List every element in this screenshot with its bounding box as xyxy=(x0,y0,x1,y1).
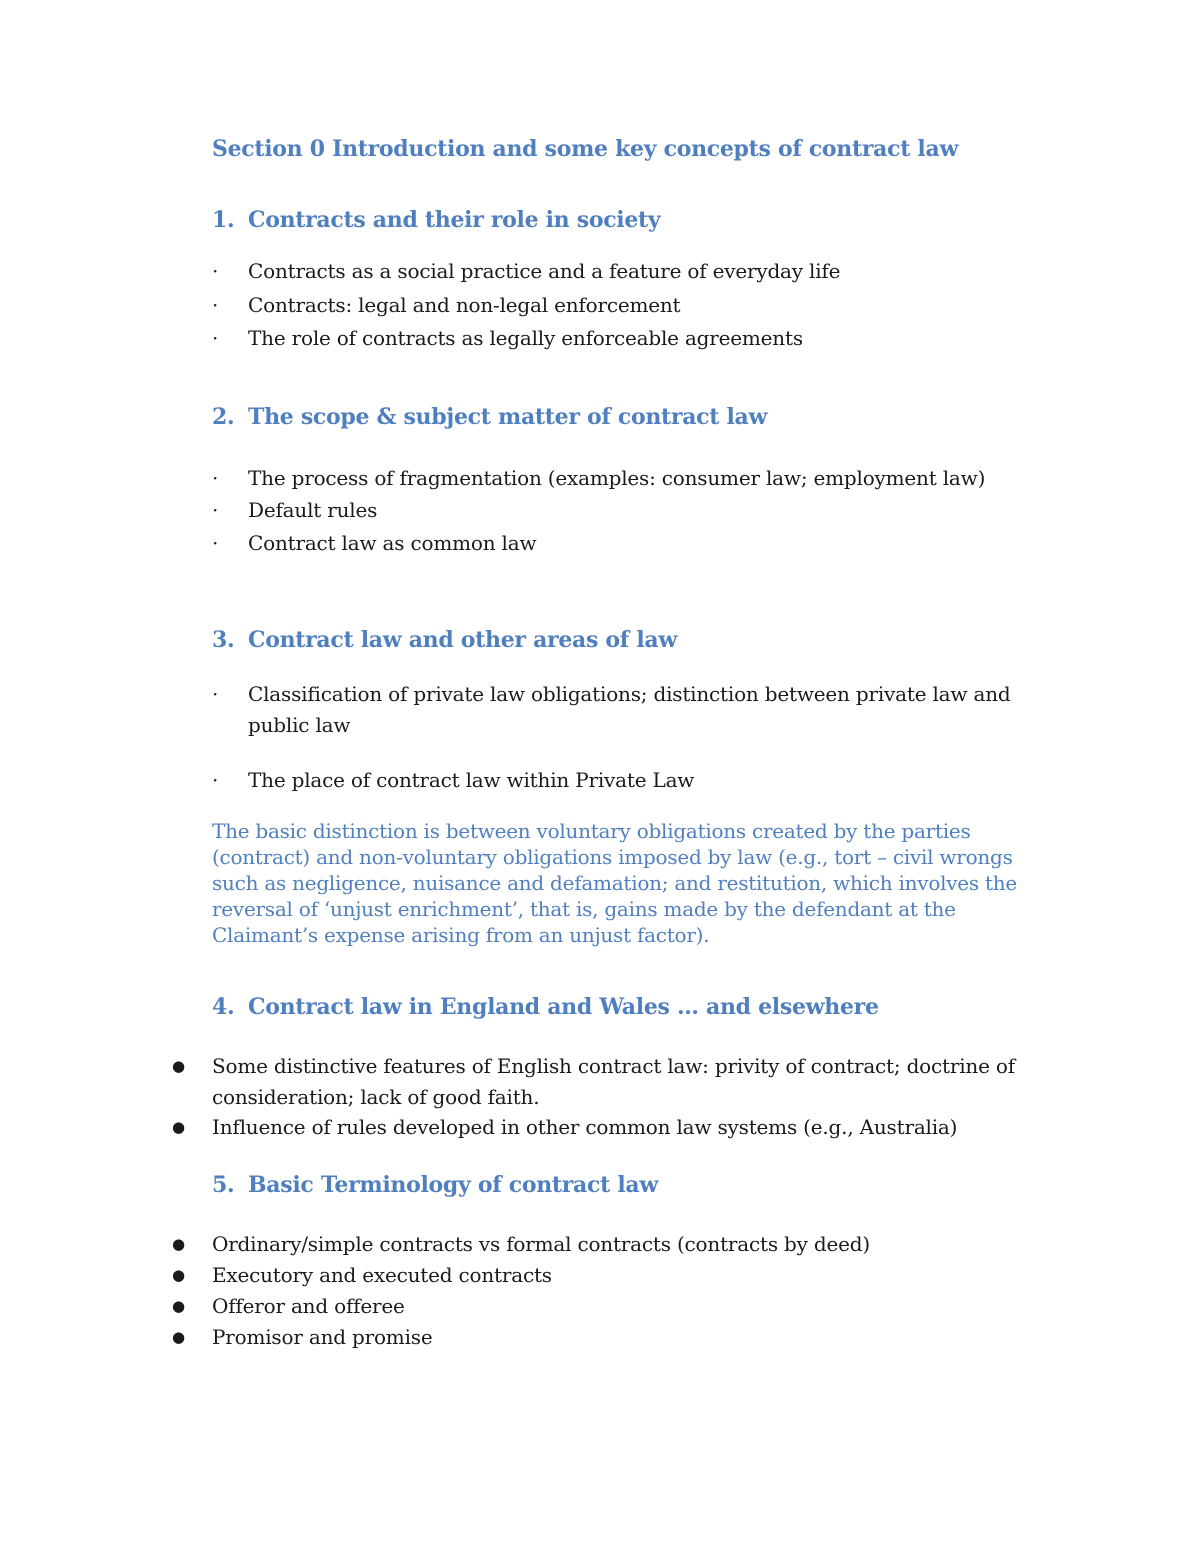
document-title: Section 0 Introduction and some key concepts of contract law xyxy=(212,136,959,162)
bullet-disc-icon: ● xyxy=(172,1328,185,1346)
list-item-text: Classification of private law obligations; distinction between private law and public law xyxy=(248,682,1011,737)
section-number: 4. xyxy=(212,994,235,1020)
section-heading-text: Contracts and their role in society xyxy=(248,207,661,233)
bullet-dot-icon: · xyxy=(212,293,219,317)
list-item-text: Contracts: legal and non-legal enforcement xyxy=(248,293,681,317)
section-heading-2 xyxy=(212,404,767,430)
bullet-dot-icon: · xyxy=(212,259,219,283)
bullet-dot-icon: · xyxy=(212,531,219,555)
section-heading-1 xyxy=(212,207,660,233)
list-item xyxy=(212,495,1048,526)
list-item-text: Offeror and offeree xyxy=(212,1294,405,1318)
bullet-disc-icon: ● xyxy=(172,1235,185,1253)
list-item-text: Contracts as a social practice and a feature of everyday life xyxy=(248,259,841,283)
section-heading-5 xyxy=(212,1172,658,1198)
list-item xyxy=(172,1260,1052,1291)
section-number: 3. xyxy=(212,627,235,653)
section-heading-text: The scope & subject matter of contract law xyxy=(248,404,768,430)
bullet-disc-icon: ● xyxy=(172,1266,185,1284)
section-heading-text: Contract law in England and Wales … and elsewhere xyxy=(248,994,879,1020)
explanatory-note: The basic distinction is between voluntary obligations created by the parties (contract) and non-voluntary obligations imposed by law (e.g., tort – civil wrongs such as negligence, nuisance and defamation; and restitution, which involves the reversal of ‘unjust enrichment’, that is, gains made by the defendant at the Claimant’s expense arising from an unjust factor). xyxy=(212,819,1018,947)
bullet-dot-icon: · xyxy=(212,466,219,490)
list-item-text: Ordinary/simple contracts vs formal contracts (contracts by deed) xyxy=(212,1232,870,1256)
list-item xyxy=(212,323,1048,354)
list-item xyxy=(172,1051,1052,1113)
bullet-disc-icon: ● xyxy=(172,1118,185,1136)
bullet-dot-icon: · xyxy=(212,498,219,522)
list-item-text: Some distinctive features of English contract law: privity of contract; doctrine of consideration; lack of good faith. xyxy=(212,1054,1015,1109)
bullet-dot-icon: · xyxy=(212,768,219,792)
list-item-text: Executory and executed contracts xyxy=(212,1263,552,1287)
section-heading-3 xyxy=(212,627,677,653)
bullet-disc-icon: ● xyxy=(172,1297,185,1315)
list-item xyxy=(212,679,1048,741)
list-item xyxy=(212,765,1048,796)
bullet-dot-icon: · xyxy=(212,326,219,350)
list-item-text: The role of contracts as legally enforceable agreements xyxy=(248,326,803,350)
list-item-text: The place of contract law within Private Law xyxy=(248,768,695,792)
section-heading-text: Basic Terminology of contract law xyxy=(248,1172,658,1198)
list-item-text: Promisor and promise xyxy=(212,1325,433,1349)
section-heading-text: Contract law and other areas of law xyxy=(248,627,677,653)
list-item xyxy=(212,256,1048,287)
list-item xyxy=(172,1229,1052,1260)
list-item-text: Default rules xyxy=(248,498,378,522)
section-heading-4 xyxy=(212,994,879,1020)
list-item xyxy=(172,1112,1052,1143)
list-item-text: Influence of rules developed in other common law systems (e.g., Australia) xyxy=(212,1115,958,1139)
list-item xyxy=(172,1322,1052,1353)
list-item xyxy=(172,1291,1052,1322)
section-number: 2. xyxy=(212,404,235,430)
list-item xyxy=(212,463,1048,494)
list-item xyxy=(212,528,1048,559)
section-number: 1. xyxy=(212,207,235,233)
list-item-text: Contract law as common law xyxy=(248,531,537,555)
bullet-disc-icon: ● xyxy=(172,1057,185,1075)
list-item xyxy=(212,290,1048,321)
bullet-dot-icon: · xyxy=(212,682,219,706)
section-number: 5. xyxy=(212,1172,235,1198)
list-item-text: The process of fragmentation (examples: consumer law; employment law) xyxy=(248,466,986,490)
